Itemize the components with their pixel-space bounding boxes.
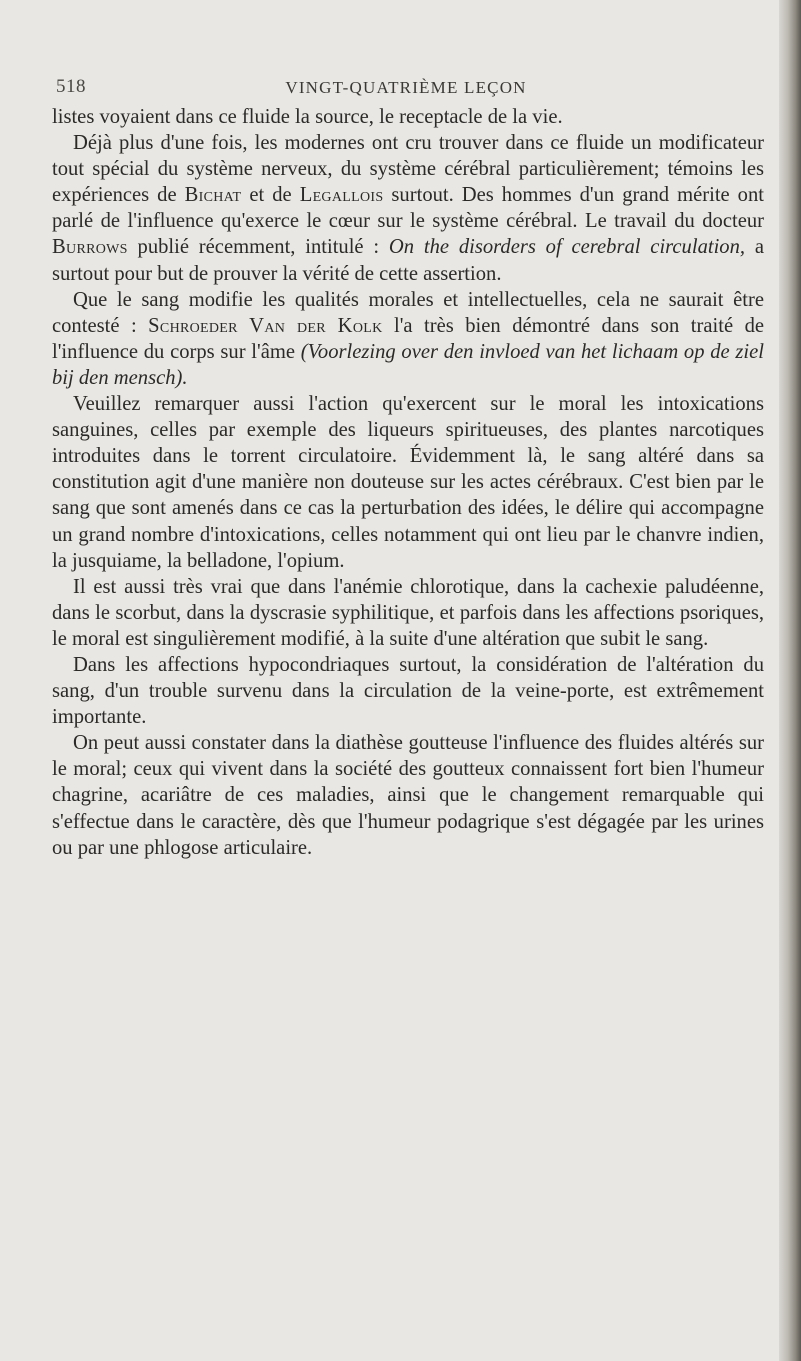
paragraph (52, 391, 764, 574)
paragraph (52, 730, 764, 860)
text-run: publié récemment, intitulé : (127, 236, 389, 259)
page-header (56, 76, 756, 106)
text-run: a surtout pour but de prouver la vérité de cette assertion. (52, 236, 765, 285)
running-head: VINGT-QUATRIÈME LEÇON (285, 78, 527, 97)
author-name: Legallois (299, 184, 384, 207)
text-run: On peut aussi constater dans la diathèse goutteuse l'influence des fluides altérés sur le moral; ceux qui vivent dans la société des goutteux connaissent fort bien l'humeur chagrine, acariâtre de ces maladies, ainsi que le changement remarquable qui s'effectue dans le caractère, dès que l'humeur podagrique s'est dégagée par les urines ou par une phlogose articulaire. (52, 732, 764, 859)
text-run: l'a très bien démontré dans son traité de l'influence du corps sur l'âme (52, 314, 764, 363)
paragraph (52, 287, 764, 391)
author-name: Schroeder Van der Kolk (148, 314, 383, 337)
text-run: Dans les affections hypocondriaques surtout, la considération de l'altération du sang, d'un trouble survenu dans la circulation de la veine-porte, est extrêmement importante. (52, 653, 764, 729)
author-name: Burrows (52, 236, 128, 259)
paragraph (52, 574, 764, 652)
text-run: Veuillez remarquer aussi l'action qu'exercent sur le moral les intoxications sanguines, celles par exemple des liqueurs spiritueuses, des plantes narcotiques introduites dans le torrent circulatoire. Évidemment là, le sang altéré dans sa constitution agit d'une manière non douteuse sur les actes cérébraux. C'est bien par le sang que sont amenés dans ce cas la perturbation des idées, le délire qui accompagne un grand nombre d'intoxications, celles notamment qui ont lieu par le chanvre indien, la jusquiame, la belladone, l'opium. (52, 393, 764, 572)
text-run: listes voyaient dans ce fluide la source, le receptacle de la vie. (52, 106, 563, 128)
text-run: Il est aussi très vrai que dans l'anémie chlorotique, dans la cachexie paludéenne, dans le scorbut, dans la dyscrasie syphilitique, et parfois dans les affections psoriques, le moral est singulièrement modifié, à la suite d'une altération que subit le sang. (52, 575, 764, 650)
page-number: 518 (56, 76, 86, 97)
text-run: et de (241, 184, 300, 207)
author-name: Bichat (184, 184, 242, 207)
text-run: Déjà plus d'une fois, les modernes ont cru trouver dans ce fluide un modificateur tout spécial du système nerveux, du système cérébral particulièrement; témoins les expériences de (52, 132, 764, 207)
page-binding-edge (779, 0, 801, 1361)
text-run: surtout. Des hommes d'un grand mérite ont parlé de l'influence qu'exerce le cœur sur le système cérébral. Le travail du docteur (52, 184, 764, 233)
paragraph (52, 104, 764, 130)
paragraph (52, 652, 764, 730)
text-run: Que le sang modifie les qualités morales et intellectuelles, cela ne saurait être contesté : (52, 288, 764, 337)
italic-title: (Voorlezing over den invloed van het lichaam op de ziel bij den mensch). (52, 340, 764, 389)
paragraph (52, 130, 764, 287)
body-text (52, 104, 764, 861)
italic-title: On the disorders of cerebral circulation, (388, 236, 746, 259)
